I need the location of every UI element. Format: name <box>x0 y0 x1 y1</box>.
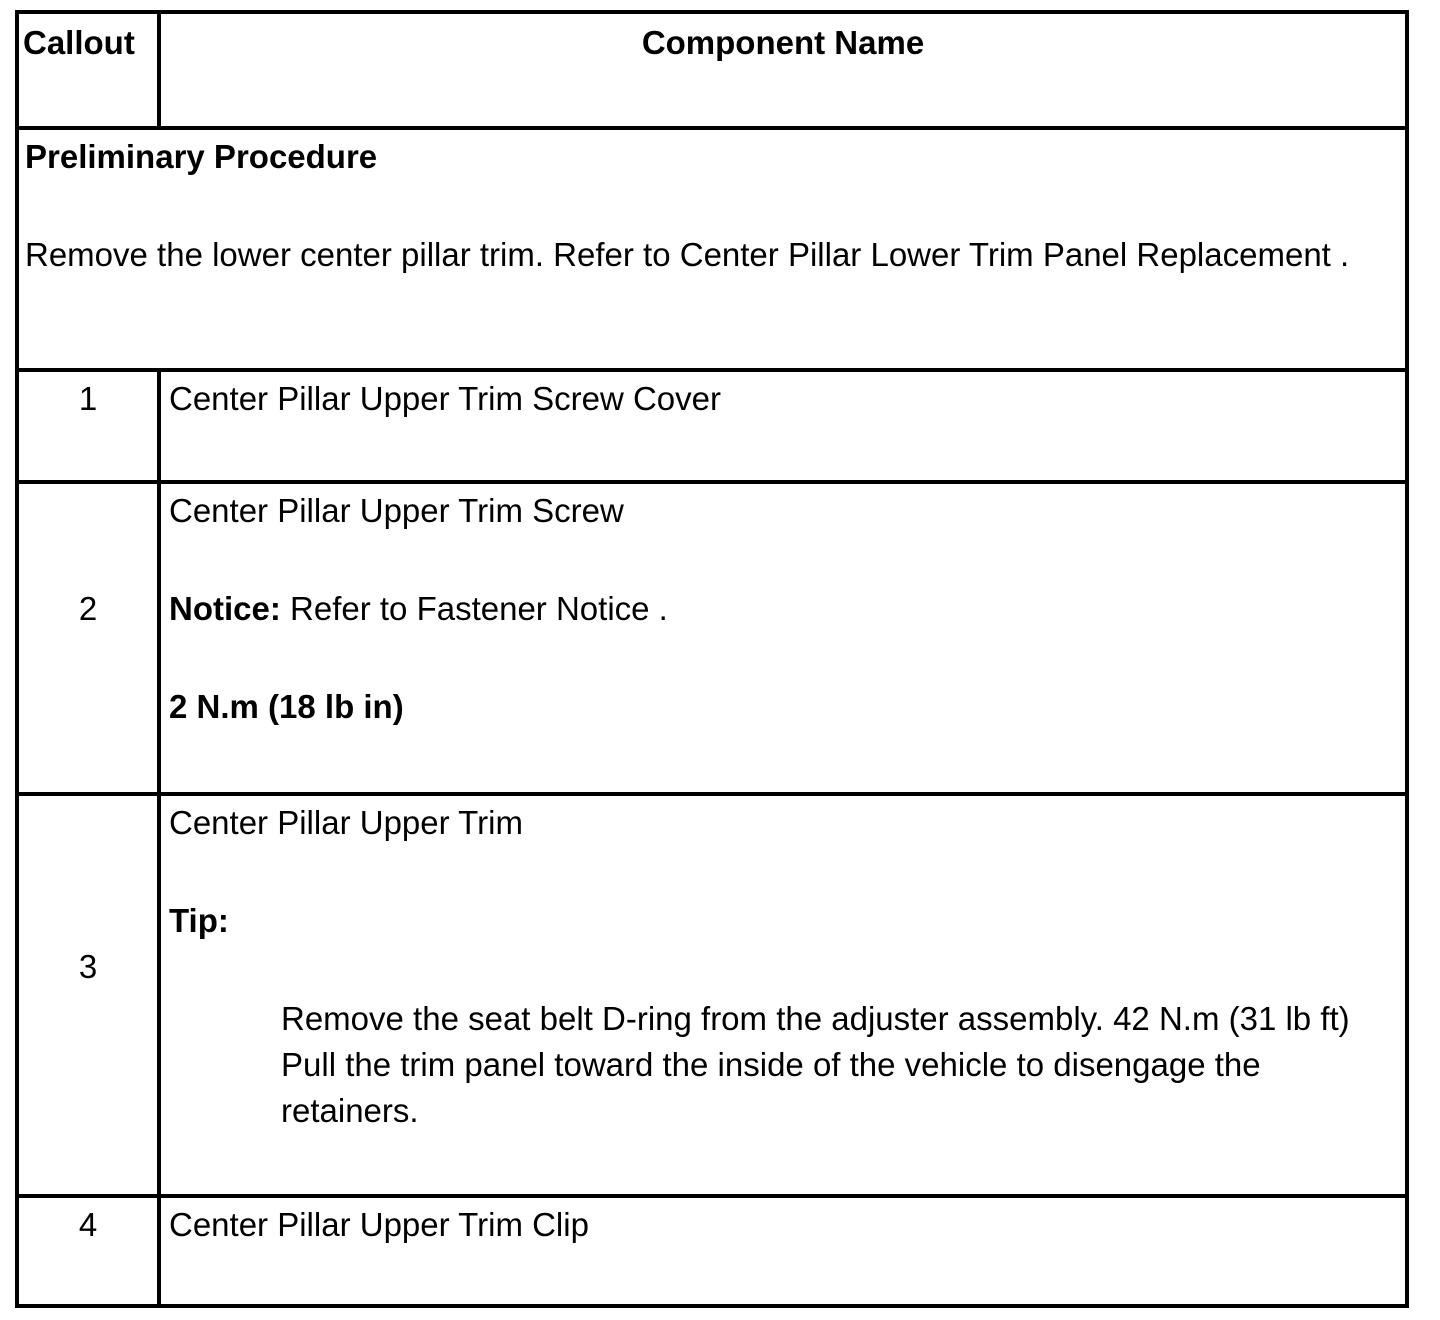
column-divider <box>157 484 161 792</box>
torque-spec: 2 N.m (18 lb in) <box>169 688 404 725</box>
tip-text: Remove the seat belt D-ring from the adjuster assembly. 42 N.m (31 lb ft) Pull the trim panel toward the inside of the vehicle to disengage the retainers. <box>281 1000 1350 1129</box>
header-row <box>19 14 1405 130</box>
tip-label: Tip: <box>169 902 229 939</box>
component-name: Center Pillar Upper Trim Clip <box>169 1206 589 1243</box>
callout-header: Callout <box>23 24 135 61</box>
notice-label: Notice: <box>169 590 281 627</box>
component-name: Center Pillar Upper Trim Screw <box>169 492 624 529</box>
components-table <box>15 10 1409 1308</box>
column-divider <box>157 796 161 1194</box>
component-name: Center Pillar Upper Trim Screw Cover <box>169 380 721 417</box>
table-row <box>19 484 1405 796</box>
callout-number: 3 <box>78 948 98 985</box>
callout-number: 1 <box>78 380 98 417</box>
component-name: Center Pillar Upper Trim <box>169 804 523 841</box>
table-row <box>19 1198 1405 1304</box>
notice-text: Refer to Fastener Notice . <box>280 590 668 627</box>
preliminary-title: Preliminary Procedure <box>25 138 378 175</box>
column-divider <box>157 372 161 480</box>
notice-line <box>169 586 1385 632</box>
callout-number: 2 <box>78 590 98 627</box>
component-name-header: Component Name <box>641 24 925 61</box>
column-divider <box>157 1198 161 1304</box>
preliminary-text: Remove the lower center pillar trim. Refer to Center Pillar Lower Trim Panel Replacement . <box>25 236 1350 273</box>
table-row <box>19 796 1405 1198</box>
callout-number: 4 <box>78 1206 98 1243</box>
table-row <box>19 372 1405 484</box>
preliminary-row <box>19 130 1405 372</box>
